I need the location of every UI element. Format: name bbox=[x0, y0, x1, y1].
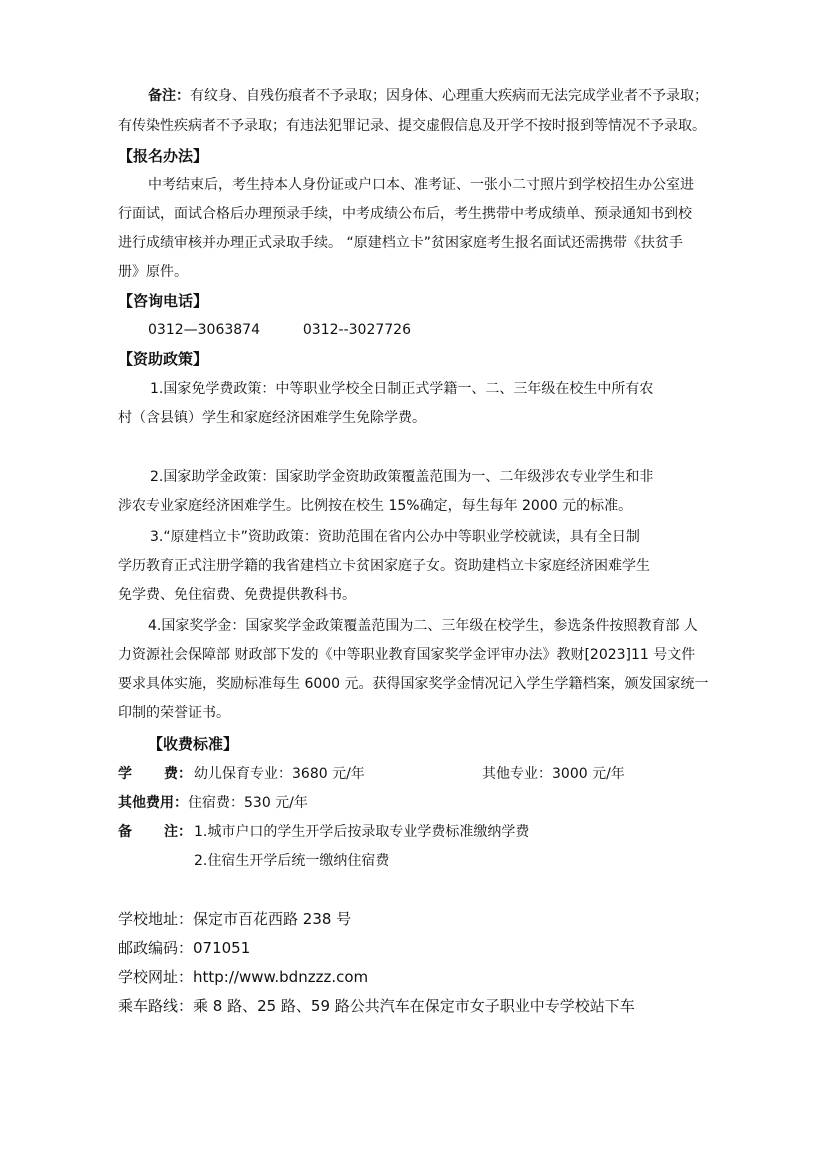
registration-heading: 【报名办法】 bbox=[118, 147, 209, 165]
fees-heading: 【收费标准】 bbox=[148, 735, 239, 753]
aid-item-4-line-4: 印制的荣誉证书。 bbox=[118, 705, 230, 721]
aid-item-2-line-1: 2.国家助学金政策：国家助学金资助政策覆盖范围为一、二年级涉农专业学生和非 bbox=[150, 469, 654, 485]
consult-heading: 【咨询电话】 bbox=[118, 292, 209, 310]
school-address: 学校地址：保定市百花西路 238 号 bbox=[118, 910, 352, 928]
tuition-early-childcare: 幼儿保育专业：3680 元/年 bbox=[194, 766, 365, 782]
aid-item-4-line-2: 力资源社会保障部 财政部下发的《中等职业教育国家奖学金评审办法》教财[2023]11 号文件 bbox=[118, 647, 696, 663]
other-fees-row bbox=[118, 793, 308, 813]
aid-item-1-line-2: 村（含县镇）学生和家庭经济困难学生免除学费。 bbox=[118, 410, 426, 426]
tuition-label-char-1: 学 bbox=[118, 766, 132, 782]
fees-note-label-char-2: 注： bbox=[164, 824, 192, 840]
tuition-other-majors: 其他专业：3000 元/年 bbox=[482, 766, 625, 782]
notes-text-1: 有纹身、自残伤痕者不予录取；因身体、心理重大疾病而无法完成学业者不予录取； bbox=[190, 88, 708, 104]
admission-notes-line-2: 有传染性疾病者不予录取；有违法犯罪记录、提交虚假信息及开学不按时报到等情况不予录取。 bbox=[118, 118, 706, 134]
aid-policy-heading: 【资助政策】 bbox=[118, 350, 209, 368]
phone-number-2: 0312--3027726 bbox=[302, 322, 411, 338]
aid-item-3-line-2: 学历教育正式注册学籍的我省建档立卡贫困家庭子女。资助建档立卡家庭经济困难学生 bbox=[118, 558, 650, 574]
registration-text-line-2: 行面试，面试合格后办理预录手续，中考成绩公布后，考生携带中考成绩单、预录通知书到校 bbox=[118, 206, 692, 222]
registration-text-line-4: 册》原件。 bbox=[118, 264, 188, 280]
aid-item-1-line-1: 1.国家免学费政策：中等职业学校全日制正式学籍一、二、三年级在校生中所有农 bbox=[150, 381, 654, 397]
tuition-label-char-2: 费： bbox=[164, 766, 192, 782]
fees-note-2: 2.住宿生开学后统一缴纳住宿费 bbox=[194, 853, 390, 869]
notes-label: 备注： bbox=[148, 88, 190, 104]
other-fees-value: 住宿费：530 元/年 bbox=[188, 795, 308, 811]
aid-item-2-line-2: 涉农专业家庭经济困难学生。比例按在校生 15%确定，每生每年 2000 元的标准。 bbox=[118, 498, 633, 514]
fees-note-1: 1.城市户口的学生开学后按录取专业学费标准缴纳学费 bbox=[194, 824, 530, 840]
registration-text-line-1: 中考结束后，考生持本人身份证或户口本、准考证、一张小二寸照片到学校招生办公室进 bbox=[148, 177, 694, 193]
aid-item-4-line-1: 4.国家奖学金：国家奖学金政策覆盖范围为二、三年级在校学生，参选条件按照教育部 人 bbox=[148, 618, 698, 634]
registration-text-line-3: 进行成绩审核并办理正式录取手续。 “原建档立卡”贫困家庭考生报名面试还需携带《扶贫手 bbox=[118, 235, 683, 251]
aid-item-4-line-3: 要求具体实施，奖励标准每生 6000 元。获得国家奖学金情况记入学生学籍档案，颁发国家统一 bbox=[118, 676, 709, 692]
school-website: 学校网址：http://www.bdnzzz.com bbox=[118, 968, 369, 986]
fees-note-label-char-1: 备 bbox=[118, 824, 132, 840]
other-fees-label: 其他费用： bbox=[118, 795, 188, 811]
school-bus-route: 乘车路线：乘 8 路、25 路、59 路公共汽车在保定市女子职业中专学校站下车 bbox=[118, 997, 635, 1015]
aid-item-3-line-1: 3.“原建档立卡”资助政策：资助范围在省内公办中等职业学校就读，具有全日制 bbox=[150, 529, 640, 545]
consult-phones bbox=[148, 320, 411, 340]
phone-number-1: 0312—3063874 bbox=[148, 322, 260, 338]
admission-notes-line-1 bbox=[148, 86, 708, 106]
aid-item-3-line-3: 免学费、免住宿费、免费提供教科书。 bbox=[118, 587, 356, 603]
school-postcode: 邮政编码：071051 bbox=[118, 939, 251, 957]
